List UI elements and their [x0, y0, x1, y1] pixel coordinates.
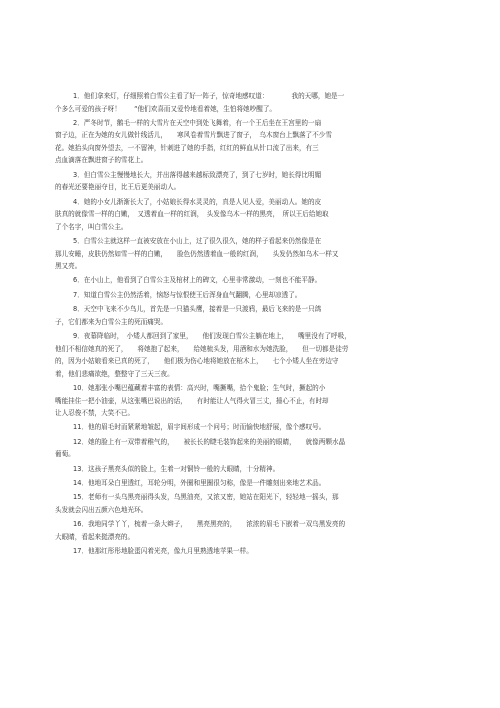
paragraph-line: 3．但白雪公主慢慢地长大，并出落得越来越标致漂亮了，到了七岁时，她长得比明媚: [73, 170, 322, 179]
paragraph-line: 花。她抬头向窗外望去，一不留神，针刺进了她的手指，红红的鲜血从针口流了出来，有三: [55, 143, 319, 152]
paragraph-line: 了个名字，叫白雪公主。: [55, 222, 128, 231]
paragraph-line: 6．在小山上，他看到了白雪公主及棺材上的碑文，心里非常激动，一刻也不能平静。: [73, 276, 322, 285]
paragraph-line: 黑又亮。: [55, 262, 82, 271]
paragraph-line: 5．白雪公主就这样一直被安放在小山上，过了很久很久，她的样子看起来仍然像是在: [73, 237, 322, 246]
paragraph-line: 16．我地同学丫丫，梳着一条大辫子， 黑亮黑亮的， 浓浓的眉毛下嵌着一双乌黑发亮的: [73, 520, 346, 529]
paragraph-14: [55, 477, 465, 490]
paragraph-line: 嘴能挂住一把小油壶，从这张嘴巴说出的话， 有时能让人气得火冒三丈，捶心不止，有时却: [55, 396, 329, 405]
paragraph-line: 9．夜幕降临时， 小矮人都回到了家里， 他们发现白雪公主躺在地上， 嘴里没有了呼吸，: [73, 332, 351, 341]
document-body: [55, 90, 465, 560]
paragraph-line: 2．严冬时节，鹅毛一样的大雪片在天空中到处飞舞着，有一个王后坐在王宫里的一扇: [73, 118, 322, 127]
paragraph-4: [55, 196, 465, 234]
paragraph-line: 的，因为小姑娘看来已真的死了， 他们极为伤心地将她放在棺木上， 七个小矮人坐在旁边守: [55, 357, 339, 366]
paragraph-7: [55, 289, 465, 302]
paragraph-line: 着，他们悲痛欲绝，整整守了三天三夜。: [55, 369, 174, 378]
paragraph-15: [55, 491, 465, 516]
paragraph-line: 肤真的就像雪一样的白嫩， 又透着血一样的红润， 头发像乌木一样的黑亮， 所以王后给她取: [55, 210, 329, 219]
paragraph-3: [55, 169, 465, 194]
paragraph-line: 1．他们拿来灯，仔细照着白雪公主看了好一阵子，惊奇地感叹道： 我的天哪，她是一: [73, 92, 345, 100]
paragraph-line: 15．老师有一头乌黑亮丽得头发，乌黑油亮，又浓又密，她站在阳光下，轻轻地一摇头，那: [73, 493, 339, 502]
paragraph-9: [55, 330, 465, 380]
paragraph-line: 11．他的眉毛时而紧紧地皱起，眉宇间形成一个问号；时而愉快地舒展，像个感叹号。: [73, 423, 326, 432]
paragraph-17: [55, 545, 465, 558]
paragraph-line: 头发就会闪出五颜六色地光环。: [55, 505, 148, 514]
paragraph-line: 那儿安睡，皮肤仍然如雪一样的白嫩， 脸色仍然透着血一般的红润， 头发仍然如乌木一样又: [55, 249, 339, 258]
paragraph-line: 窗子边，正在为她的女儿做针线活儿， 寒风卷着雪片飘进了窗子， 乌木窗台上飘落了不少雪: [55, 131, 332, 140]
paragraph-line: 8．天空中飞来不少鸟儿，首先是一只猫头鹰，接着是一只渡鸦，最后飞来的是一只鸽: [73, 305, 322, 314]
paragraph-line: 14．他地耳朵白里透红，耳轮分明，外圈和里圈很匀称，像是一件雕刻出来地艺术品。: [73, 479, 326, 488]
paragraph-line: 13．这孩子黑亮头似的脸上，生着一对铜铃一般的大眼睛，十分精神。: [73, 464, 280, 473]
paragraph-line: 7．知道白雪公主仍然活着，恼怒与惊恨使王后浑身血气翻腾，心里却凉透了。: [73, 290, 302, 299]
paragraph-5: [55, 235, 465, 273]
paragraph-line: 10．她那张小嘴巴蕴藏着丰富的表情：高兴时，嘴撅嘴，拾个鬼脸；生气时，撅起的小: [73, 384, 326, 393]
paragraph-line: 12．她的脸上有一双带着稚气的， 被长长的睫毛装饰起来的美丽的眼睛， 就像两颗水晶: [73, 437, 346, 446]
paragraph-10: [55, 382, 465, 420]
paragraph-12: [55, 436, 465, 461]
paragraph-line: 大眼睛，看起来挺漂亮的。: [55, 532, 135, 541]
paragraph-16: [55, 518, 465, 543]
paragraph-line: 点血滴落在飘进窗子的雪花上。: [55, 156, 148, 165]
paragraph-line: 他们不相信她真的死了， 将她抱了起来， 给她梳头发，用酒和水为她洗脸， 但一切都是徒劳: [55, 344, 349, 353]
paragraph-13: [55, 463, 465, 476]
paragraph-6: [55, 274, 465, 287]
paragraph-line: 个多么可爱的孩子呀！ “他们欢喜而又爱怜地看着她，生怕将她吵醒了。: [55, 104, 277, 113]
paragraph-line: 让人忍俊不禁，大笑不已。: [55, 409, 135, 418]
paragraph-line: 4．她的小女儿渐渐长大了，小姑娘长得水灵灵的，真是人见人爱，美丽动人。她的皮: [73, 197, 322, 206]
paragraph-1: [55, 90, 465, 115]
paragraph-line: 17．他那红彤彤地脸蛋闪着光亮，像九月里熟透地苹果一样。: [73, 547, 253, 556]
paragraph-line: 子，它们都来为白雪公主的死而痛哭。: [55, 317, 168, 326]
paragraph-2: [55, 117, 465, 167]
paragraph-line: 的春光还要艳丽夺目，比王后更美丽动人。: [55, 183, 181, 192]
paragraph-line: 葡萄。: [55, 450, 75, 459]
paragraph-11: [55, 421, 465, 434]
paragraph-8: [55, 303, 465, 328]
